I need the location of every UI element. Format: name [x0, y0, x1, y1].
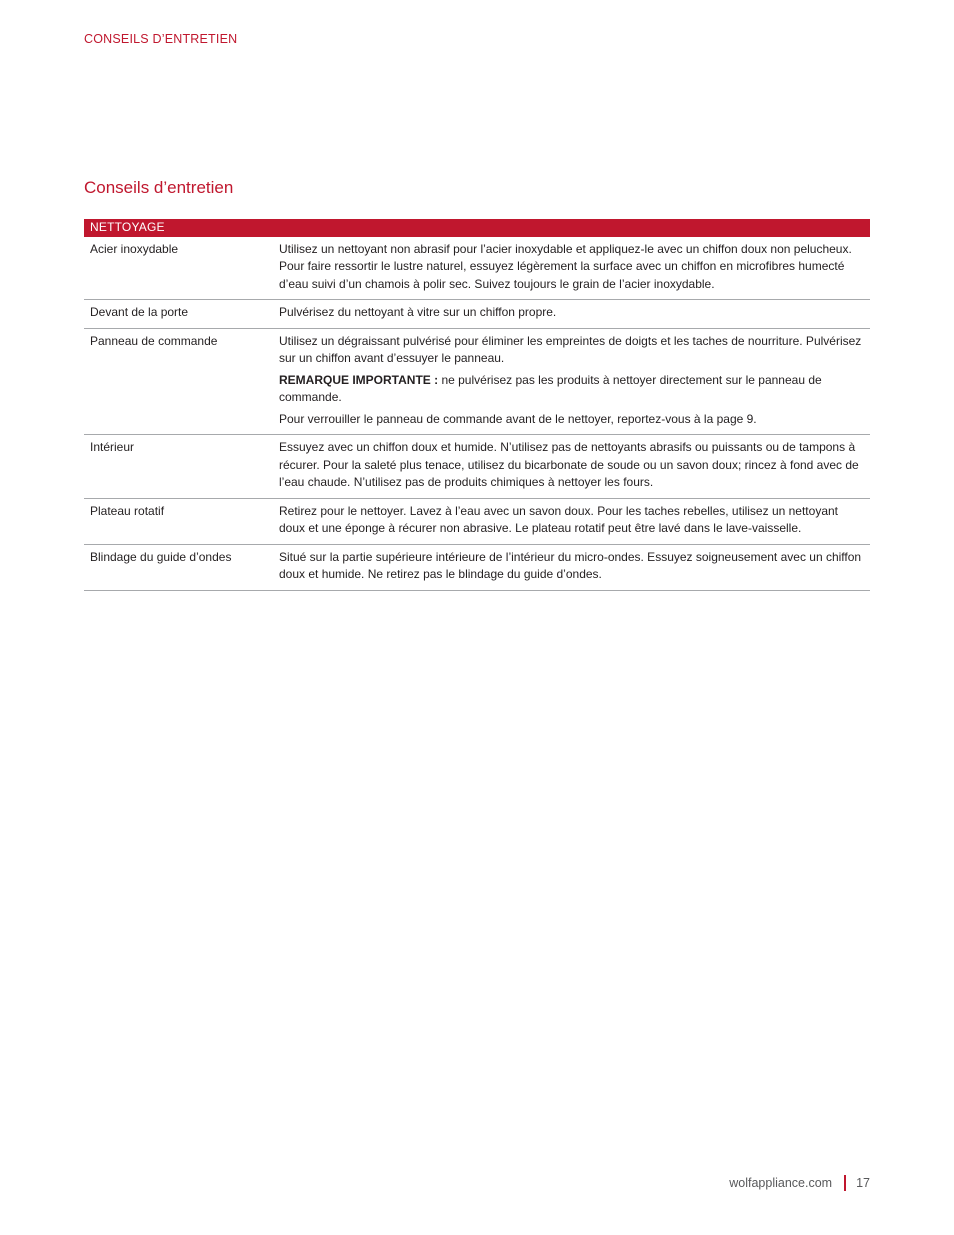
row-paragraph: Pulvérisez du nettoyant à vitre sur un chiffon propre.: [279, 305, 557, 319]
important-note-text: ne pulvérisez pas les produits à nettoyer directement sur le panneau de commande.: [279, 372, 822, 404]
table-row: [84, 435, 870, 499]
row-paragraph: Utilisez un dégraissant pulvérisé pour éliminer les empreintes de doigts et les taches de nourriture. Pulvérisez sur un chiffon avant d’essuyer le panneau.: [279, 333, 862, 365]
row-label: Blindage du guide d’ondes: [84, 544, 273, 590]
footer-divider: [844, 1175, 846, 1191]
website-link[interactable]: wolfappliance.com: [729, 1176, 833, 1190]
row-paragraph: Utilisez un nettoyant non abrasif pour l’acier inoxydable et appliquez-le avec un chiffon doux non pelucheux. Pour faire ressortir le lustre naturel, essuyez légèrement la surface avec un chiffon en microfibres humecté d’eau suivi d’un chamois à polir sec. Suivez toujours le grain de l’acier inoxydable.: [279, 241, 852, 291]
row-label: Panneau de commande: [84, 328, 273, 435]
page-footer: [729, 1175, 870, 1191]
cleaning-table: [84, 219, 870, 591]
running-header: CONSEILS D’ENTRETIEN: [84, 32, 238, 46]
important-note-label: REMARQUE IMPORTANTE :: [279, 372, 439, 387]
table-row: [84, 544, 870, 590]
table-row: [84, 300, 870, 329]
row-description: [273, 237, 870, 300]
row-paragraph: Retirez pour le nettoyer. Lavez à l’eau avec un savon doux. Pour les taches rebelles, utilisez un nettoyant doux et une éponge à récurer non abrasive. Le plateau rotatif peut être lavé dans le lave-vaisselle.: [279, 503, 838, 535]
row-description: [273, 435, 870, 499]
table-row: [84, 328, 870, 435]
row-description: [273, 300, 870, 329]
row-label: Intérieur: [84, 435, 273, 499]
important-note: [279, 372, 864, 407]
row-description: [273, 498, 870, 544]
table-row: [84, 237, 870, 300]
row-paragraph: Pour verrouiller le panneau de commande avant de le nettoyer, reportez-vous à la page 9.: [279, 411, 757, 426]
table-row: [84, 498, 870, 544]
section-title: Conseils d’entretien: [84, 178, 234, 197]
row-label: Acier inoxydable: [84, 237, 273, 300]
row-description: [273, 544, 870, 590]
row-description: [273, 328, 870, 435]
table-header: NETTOYAGE: [84, 219, 870, 237]
page-number: 17: [856, 1176, 870, 1190]
row-label: Devant de la porte: [84, 300, 273, 329]
row-paragraph: Essuyez avec un chiffon doux et humide. N’utilisez pas de nettoyants abrasifs ou puissants ou de tampons à récurer. Pour la saleté plus tenace, utilisez du bicarbonate de soude ou un savon doux; rincez à fond avec de l’eau chaude. N’utilisez pas de produits chimiques à nettoyer les fours.: [279, 440, 859, 489]
row-label: Plateau rotatif: [84, 498, 273, 544]
row-paragraph: Situé sur la partie supérieure intérieure de l’intérieur du micro-ondes. Essuyez soigneusement avec un chiffon doux et humide. Ne retirez pas le blindage du guide d’ondes.: [279, 549, 862, 581]
table-header-row: [84, 219, 870, 237]
